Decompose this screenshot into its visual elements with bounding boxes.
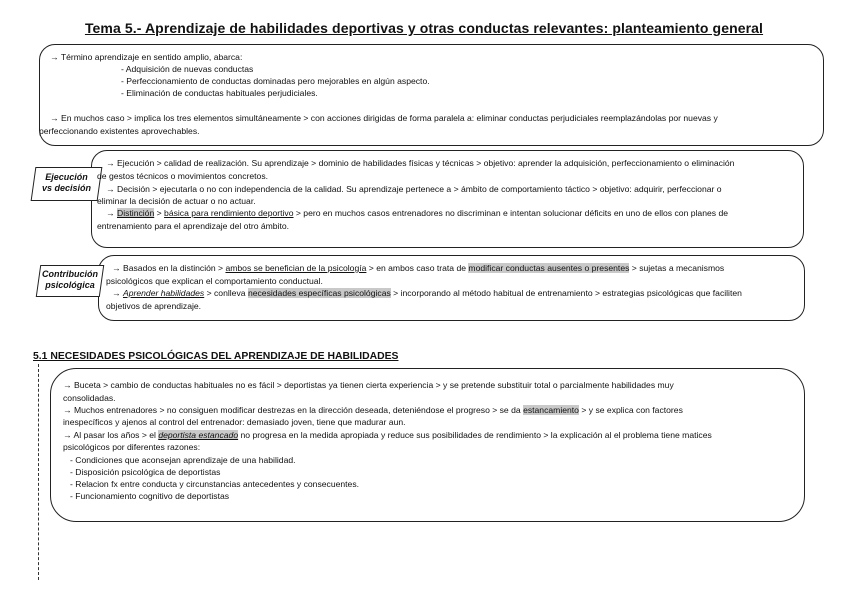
box1-line-3: - Perfeccionamiento de conductas dominadas pero mejorables en algún aspecto. xyxy=(121,76,430,86)
box2-line-5-e: > pero en muchos casos entrenadores no discriminan e intentan solucionar déficits en uno de ellos con planes de xyxy=(293,208,729,218)
side-label-line-1: Contribución xyxy=(42,269,98,279)
box2-line-5-c: > xyxy=(154,208,165,218)
box1-line-6: perfeccionando existentes aprovechables. xyxy=(39,126,200,136)
modificar-highlight: modificar conductas ausentes o presentes xyxy=(468,263,630,273)
section-line-9: - Relacion fx entre conducta y circunstancias antecedentes y consecuentes. xyxy=(70,479,360,489)
box2-line-6: entrenamiento para el aprendizaje del otro ámbito. xyxy=(97,221,290,231)
box3-line-3-e: > incorporando al método habitual de entrenamiento > estrategias psicológicas que faciliten xyxy=(390,288,742,298)
section-line-2: consolidadas. xyxy=(63,393,116,403)
box3-line-4: objetivos de aprendizaje. xyxy=(106,301,202,311)
contribucion-side-label xyxy=(38,269,102,291)
section-line-3 xyxy=(63,405,683,417)
box2-line-2: de gestos técnicos o movimientos concretos. xyxy=(97,171,269,181)
section-line-4: inespecíficos y ajenos al control del entrenador: demasiado joven, tiene que madurar aun. xyxy=(63,417,406,427)
box3-line-3 xyxy=(112,288,742,300)
section-line-3-c: > y se explica con factores xyxy=(578,405,683,415)
basica-underline: básica para rendimiento deportivo xyxy=(164,208,294,218)
box2-line-5 xyxy=(106,208,728,220)
side-label-line-2: psicológica xyxy=(45,280,95,290)
estancamiento-highlight: estancamiento xyxy=(523,405,579,415)
ambos-underline: ambos se benefician de la psicología xyxy=(225,263,367,273)
section-line-8: - Disposición psicológica de deportistas xyxy=(70,467,221,477)
box3-line-1-c: > en ambos caso trata de xyxy=(366,263,469,273)
box1-line-2: - Adquisición de nuevas conductas xyxy=(121,64,254,74)
section-line-5-c: no progresa en la medida apropiada y reduce sus posibilidades de rendimiento > la explicación al el problema tiene matices xyxy=(238,430,712,440)
necesidades-highlight: necesidades específicas psicológicas xyxy=(247,288,391,298)
section-line-3-a: → Muchos entrenadores > no consiguen modificar destrezas en la dirección deseada, deteniéndose el progreso > se da xyxy=(63,405,524,415)
section-line-5 xyxy=(63,430,712,442)
aprender-habilidades-underline: Aprender habilidades xyxy=(122,288,205,298)
box2-line-3: → Decisión > ejecutarla o no con independencia de la calidad. Su aprendizaje pertenece a > ámbito de comportamiento táctico > objetivo: adquirir, perfeccionar o xyxy=(106,184,722,194)
box2-line-4: eliminar la decisión de actuar o no actuar. xyxy=(97,196,256,206)
box1-line-1: → Término aprendizaje en sentido amplio, abarca: xyxy=(50,52,243,62)
section-heading: 5.1 NECESIDADES PSICOLÓGICAS DEL APRENDIZAJE DE HABILIDADES xyxy=(33,351,399,362)
side-label-line-2: vs decisión xyxy=(41,183,92,193)
section-margin-dashed-line xyxy=(38,364,39,580)
box2-line-5-a: → xyxy=(106,208,117,218)
distincion-highlight: Distinción xyxy=(116,208,155,218)
box3-line-1 xyxy=(112,263,724,275)
section-line-5-a: → Al pasar los años > el xyxy=(63,430,159,440)
ejecucion-side-label xyxy=(33,172,100,194)
side-label-line-1: Ejecución xyxy=(45,172,88,182)
box3-line-2: psicológicos que explican el comportamiento conductual. xyxy=(106,276,323,286)
box1-line-5: → En muchos caso > implica los tres elementos simultáneamente > con acciones dirigidas de forma paralela a: eliminar conductas perjudiciales reemplazándolas por nuevas y xyxy=(50,113,718,123)
box2-line-1: → Ejecución > calidad de realización. Su aprendizaje > dominio de habilidades físicas y técnicas > objetivo: aprender la adquisición, perfeccionamiento o eliminación xyxy=(106,158,735,168)
box3-line-3-c: > conlleva xyxy=(204,288,248,298)
box3-line-1-a: → Basados en la distinción > xyxy=(112,263,226,273)
section-line-6: psicológicos por diferentes razones: xyxy=(63,442,201,452)
box1-line-4: - Eliminación de conductas habituales perjudiciales. xyxy=(121,88,318,98)
page-title: Tema 5.- Aprendizaje de habilidades deportivas y otras conductas relevantes: planteamiento general xyxy=(84,20,764,36)
box3-line-3-a: → xyxy=(112,288,123,298)
deportista-estancado-highlight: deportista estancado xyxy=(158,430,239,440)
section-line-10: - Funcionamiento cognitivo de deportistas xyxy=(70,491,230,501)
section-line-1: → Buceta > cambio de conductas habituales no es fácil > deportistas ya tienen cierta experiencia > y se pretende substituir total o parcialmente habilidades muy xyxy=(63,380,674,390)
section-line-7: - Condiciones que aconsejan aprendizaje de una habilidad. xyxy=(70,455,296,465)
box3-line-1-e: > sujetas a mecanismos xyxy=(629,263,725,273)
